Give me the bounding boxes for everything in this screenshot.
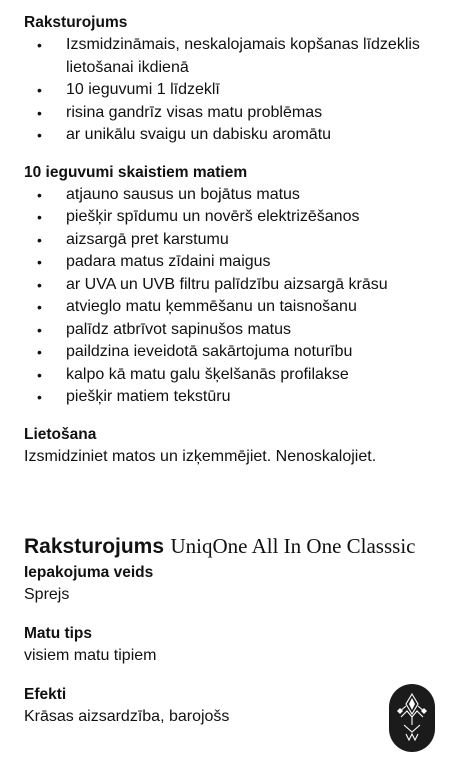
list-item: • ar unikālu svaigu un dabisku aromātu	[24, 124, 438, 147]
list-item: • piešķir matiem tekstūru	[24, 386, 438, 409]
bullet-icon: •	[37, 344, 42, 360]
spec-value: Sprejs	[24, 585, 70, 603]
spec-packaging	[24, 562, 438, 606]
bullet-icon: •	[37, 82, 42, 98]
bullet-icon: •	[37, 104, 42, 121]
list-item: • Izsmidzināmais, neskalojamais kopšanas līdzeklis lietošanai ikdienā	[37, 36, 420, 76]
list-item: • piešķir spīdumu un novērš elektrizēšanos	[24, 206, 438, 229]
list-item: • risina gandrīz visas matu problēmas	[24, 102, 438, 125]
bullet-icon: •	[37, 366, 42, 383]
product-title	[24, 533, 438, 562]
list-item: • padara matus zīdaini maigus	[24, 251, 438, 274]
description-heading: Raksturojums	[24, 14, 128, 31]
spec-label: Matu tips	[24, 624, 93, 642]
spec-label: Efekti	[24, 685, 67, 703]
bullet-icon: •	[37, 186, 42, 203]
list-item: • ar UVA un UVB filtru palīdzību aizsargā krāsu	[24, 274, 438, 297]
spec-effects	[24, 684, 438, 728]
list-item: • 10 ieguvumi 1 līdzeklī	[24, 79, 438, 102]
list-item: • atjauno sausus un bojātus matus	[24, 184, 438, 207]
bullet-icon: •	[37, 254, 42, 270]
usage-heading: Lietošana	[24, 425, 97, 443]
bullet-icon: •	[37, 321, 42, 338]
list-item: • atvieglo matu ķemmēšanu un taisnošanu	[24, 296, 438, 319]
bullet-icon: •	[37, 299, 42, 315]
bullet-icon: •	[37, 37, 42, 53]
list-item: • kalpo kā matu galu šķelšanās profilakse	[24, 364, 438, 387]
bullet-icon: •	[37, 231, 42, 248]
spec-value: Krāsas aizsardzība, barojošs	[24, 707, 230, 725]
product-name: UniqOne All In One Classsic	[170, 533, 416, 558]
spec-label: Iepakojuma veids	[24, 563, 154, 581]
description-list	[24, 34, 438, 147]
benefits-heading: 10 ieguvumi skaistiem matiem	[24, 163, 248, 181]
bullet-icon: •	[37, 127, 42, 143]
spec-hair-type	[24, 623, 438, 667]
list-item: • aizsargā pret karstumu	[24, 229, 438, 252]
list-item: • paildzina ieveidotā sakārtojuma noturību	[24, 341, 438, 364]
brand-badge-button[interactable]	[389, 684, 435, 752]
product-title-label: Raksturojums	[24, 534, 165, 558]
bullet-icon: •	[37, 209, 42, 225]
brand-logo-icon	[389, 684, 435, 752]
benefits-list	[24, 184, 438, 409]
usage-text: Izsmidziniet matos un izķemmējiet. Nenoskalojiet.	[24, 447, 377, 465]
spec-value: visiem matu tipiem	[24, 646, 157, 664]
product-description	[24, 12, 438, 728]
bullet-icon: •	[37, 276, 42, 293]
list-item: • palīdz atbrīvot sapinušos matus	[24, 319, 438, 342]
bullet-icon: •	[37, 389, 42, 405]
